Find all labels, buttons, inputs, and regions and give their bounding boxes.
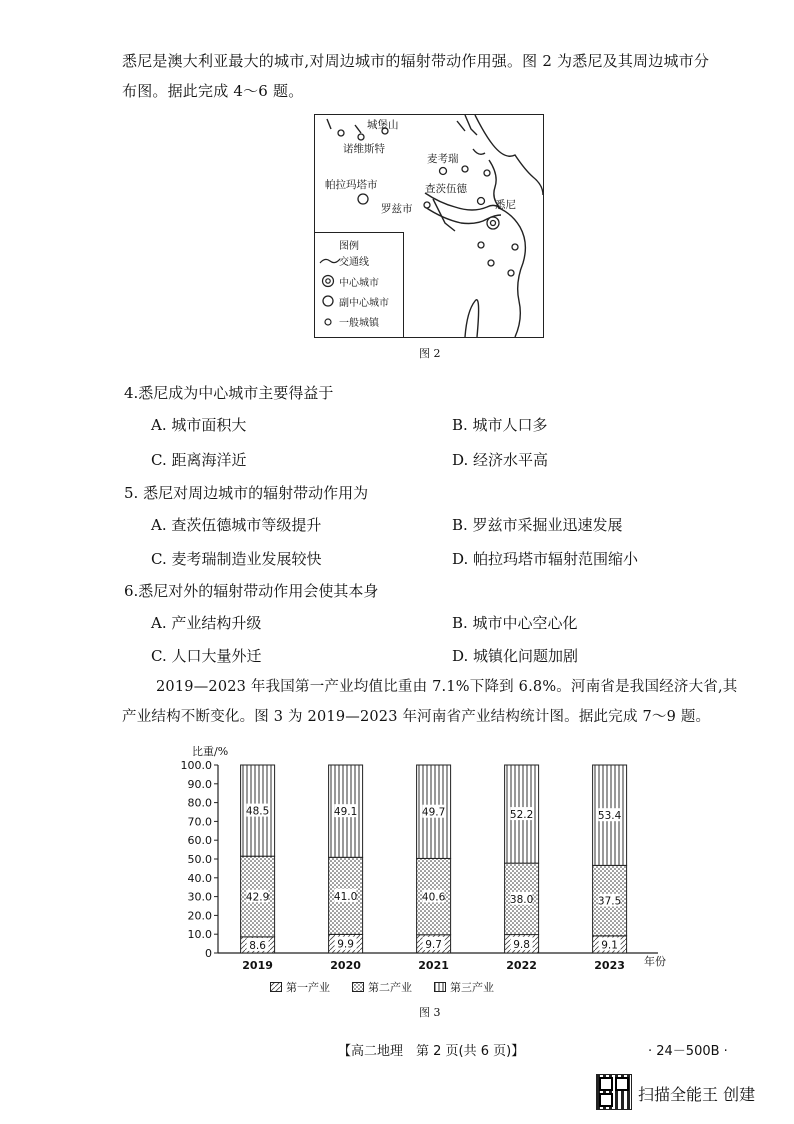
legend-tertiary xyxy=(434,979,494,995)
chart-x-label: 年份 xyxy=(644,955,666,968)
legend-secondary-label: 第二产业 xyxy=(368,981,412,994)
data-label: 9.7 xyxy=(425,938,442,951)
y-tick-label: 80.0 xyxy=(187,796,212,810)
data-label: 42.9 xyxy=(245,891,270,904)
data-label: 53.4 xyxy=(597,810,622,823)
coastline xyxy=(475,115,543,195)
town-marker xyxy=(512,244,518,250)
y-tick-label: 70.0 xyxy=(187,815,212,829)
x-tick-label: 2020 xyxy=(330,959,361,972)
qr-code-icon xyxy=(596,1074,632,1110)
town-marker xyxy=(424,202,430,208)
exam-code: · 24－500B · xyxy=(648,1044,728,1059)
question-4-option-b: B. 城市人口多 xyxy=(452,416,548,434)
question-6-stem: 6.悉尼对外的辐射带动作用会使其本身 xyxy=(124,582,379,600)
town-marker xyxy=(488,260,494,266)
city-label-nuoweisite: 诺维斯特 xyxy=(343,143,385,155)
sydney-map xyxy=(314,114,544,338)
data-label: 37.5 xyxy=(597,895,622,908)
data-label: 41.0 xyxy=(333,890,358,903)
question-6-option-c: C. 人口大量外迁 xyxy=(151,647,262,665)
city-label-xini: 悉尼 xyxy=(495,199,516,211)
legend-primary xyxy=(270,979,330,995)
data-label: 9.8 xyxy=(513,938,530,951)
question-4-option-c: C. 距离海洋近 xyxy=(151,451,247,469)
town-marker xyxy=(484,170,490,176)
y-tick-label: 10.0 xyxy=(187,928,212,942)
chaqinwude-marker xyxy=(478,198,485,205)
page-footer: 【高二地理 第 2 页(共 6 页)】 xyxy=(338,1044,525,1059)
data-label: 52.2 xyxy=(509,809,534,822)
maikaorui-marker xyxy=(440,168,447,175)
x-tick-label: 2023 xyxy=(594,959,625,972)
y-tick-label: 40.0 xyxy=(187,871,212,885)
legend-town: 一般城镇 xyxy=(339,318,379,329)
x-tick-label: 2019 xyxy=(242,959,273,972)
center-city-icon xyxy=(321,274,335,288)
city-label-palamata: 帕拉玛塔市 xyxy=(325,179,378,191)
y-tick-label: 0 xyxy=(205,947,212,960)
x-tick-label: 2021 xyxy=(418,959,449,972)
data-label: 40.6 xyxy=(421,891,446,904)
town-marker xyxy=(478,242,484,248)
chart-legend xyxy=(270,979,494,995)
chart-y-label: 比重/% xyxy=(192,745,229,758)
legend-tertiary-label: 第三产业 xyxy=(450,981,494,994)
data-label: 38.0 xyxy=(509,893,534,906)
industry-structure-chart xyxy=(150,740,670,1002)
palamata-marker xyxy=(358,194,368,204)
question-5-option-d: D. 帕拉玛塔市辐射范围缩小 xyxy=(452,550,639,568)
legend-sub-center: 副中心城市 xyxy=(339,298,389,309)
coastline-south xyxy=(489,160,525,337)
sydney-marker-core xyxy=(491,221,496,226)
data-label: 8.6 xyxy=(249,939,266,952)
question-4-stem: 4.悉尼成为中心城市主要得益于 xyxy=(124,384,334,402)
city-label-maikaorui: 麦考瑞 xyxy=(427,153,459,165)
question-6-option-d: D. 城镇化问题加剧 xyxy=(452,647,579,665)
y-tick-label: 60.0 xyxy=(187,834,212,848)
y-tick-label: 90.0 xyxy=(187,777,212,791)
town-marker xyxy=(508,270,514,276)
question-5-option-c: C. 麦考瑞制造业发展较快 xyxy=(151,550,322,568)
town-marker xyxy=(462,166,468,172)
town-icon xyxy=(321,315,335,329)
legend-center: 中心城市 xyxy=(339,278,379,289)
map-legend xyxy=(315,232,404,337)
y-tick-label: 20.0 xyxy=(187,909,212,923)
city-label-chengbaoshan: 城堡山 xyxy=(367,119,399,131)
data-label: 48.5 xyxy=(245,805,270,818)
question-6-option-b: B. 城市中心空心化 xyxy=(452,614,578,632)
intro-2-line-2: 产业结构不断变化。图 3 为 2019—2023 年河南省产业结构统计图。据此完成 7～9 题。 xyxy=(122,709,711,725)
y-tick-label: 100.0 xyxy=(180,759,212,772)
question-4-option-a: A. 城市面积大 xyxy=(151,416,247,434)
intro-1-line-2: 布图。据此完成 4～6 题。 xyxy=(122,82,304,100)
sub-center-city-icon xyxy=(321,294,335,308)
data-label: 49.1 xyxy=(333,806,358,819)
scanner-watermark: 扫描全能王 创建 xyxy=(638,1085,756,1104)
transport-line-icon xyxy=(319,255,341,267)
chart-caption: 图 3 xyxy=(419,1006,441,1019)
question-6-option-a: A. 产业结构升级 xyxy=(151,614,262,632)
question-5-stem: 5. 悉尼对周边城市的辐射带动作用为 xyxy=(124,484,369,502)
y-tick-label: 50.0 xyxy=(187,853,212,866)
question-5-option-a: A. 查茨伍德城市等级提升 xyxy=(151,516,322,534)
intro-1-line-1: 悉尼是澳大利亚最大的城市,对周边城市的辐射带动作用强。图 2 为悉尼及其周边城市分 xyxy=(122,52,710,70)
city-label-luozi: 罗兹市 xyxy=(381,203,413,215)
question-5-option-b: B. 罗兹市采掘业迅速发展 xyxy=(452,516,623,534)
town-marker xyxy=(338,130,344,136)
legend-primary-label: 第一产业 xyxy=(286,981,330,994)
map-caption: 图 2 xyxy=(419,347,441,360)
legend-title: 图例 xyxy=(339,241,359,252)
city-label-chaqinwude: 查茨伍德 xyxy=(425,183,467,195)
question-4-option-d: D. 经济水平高 xyxy=(452,451,549,469)
legend-transport: 交通线 xyxy=(339,257,369,268)
town-marker xyxy=(358,134,364,140)
x-tick-label: 2022 xyxy=(506,959,537,972)
y-tick-label: 30.0 xyxy=(187,890,212,904)
intro-2-line-1: 2019—2023 年我国第一产业均值比重由 7.1%下降到 6.8%。河南省是我国经济大省,其 xyxy=(156,679,738,695)
data-label: 49.7 xyxy=(421,806,446,819)
data-label: 9.9 xyxy=(337,938,354,951)
data-label: 9.1 xyxy=(601,939,618,952)
legend-secondary xyxy=(352,979,412,995)
